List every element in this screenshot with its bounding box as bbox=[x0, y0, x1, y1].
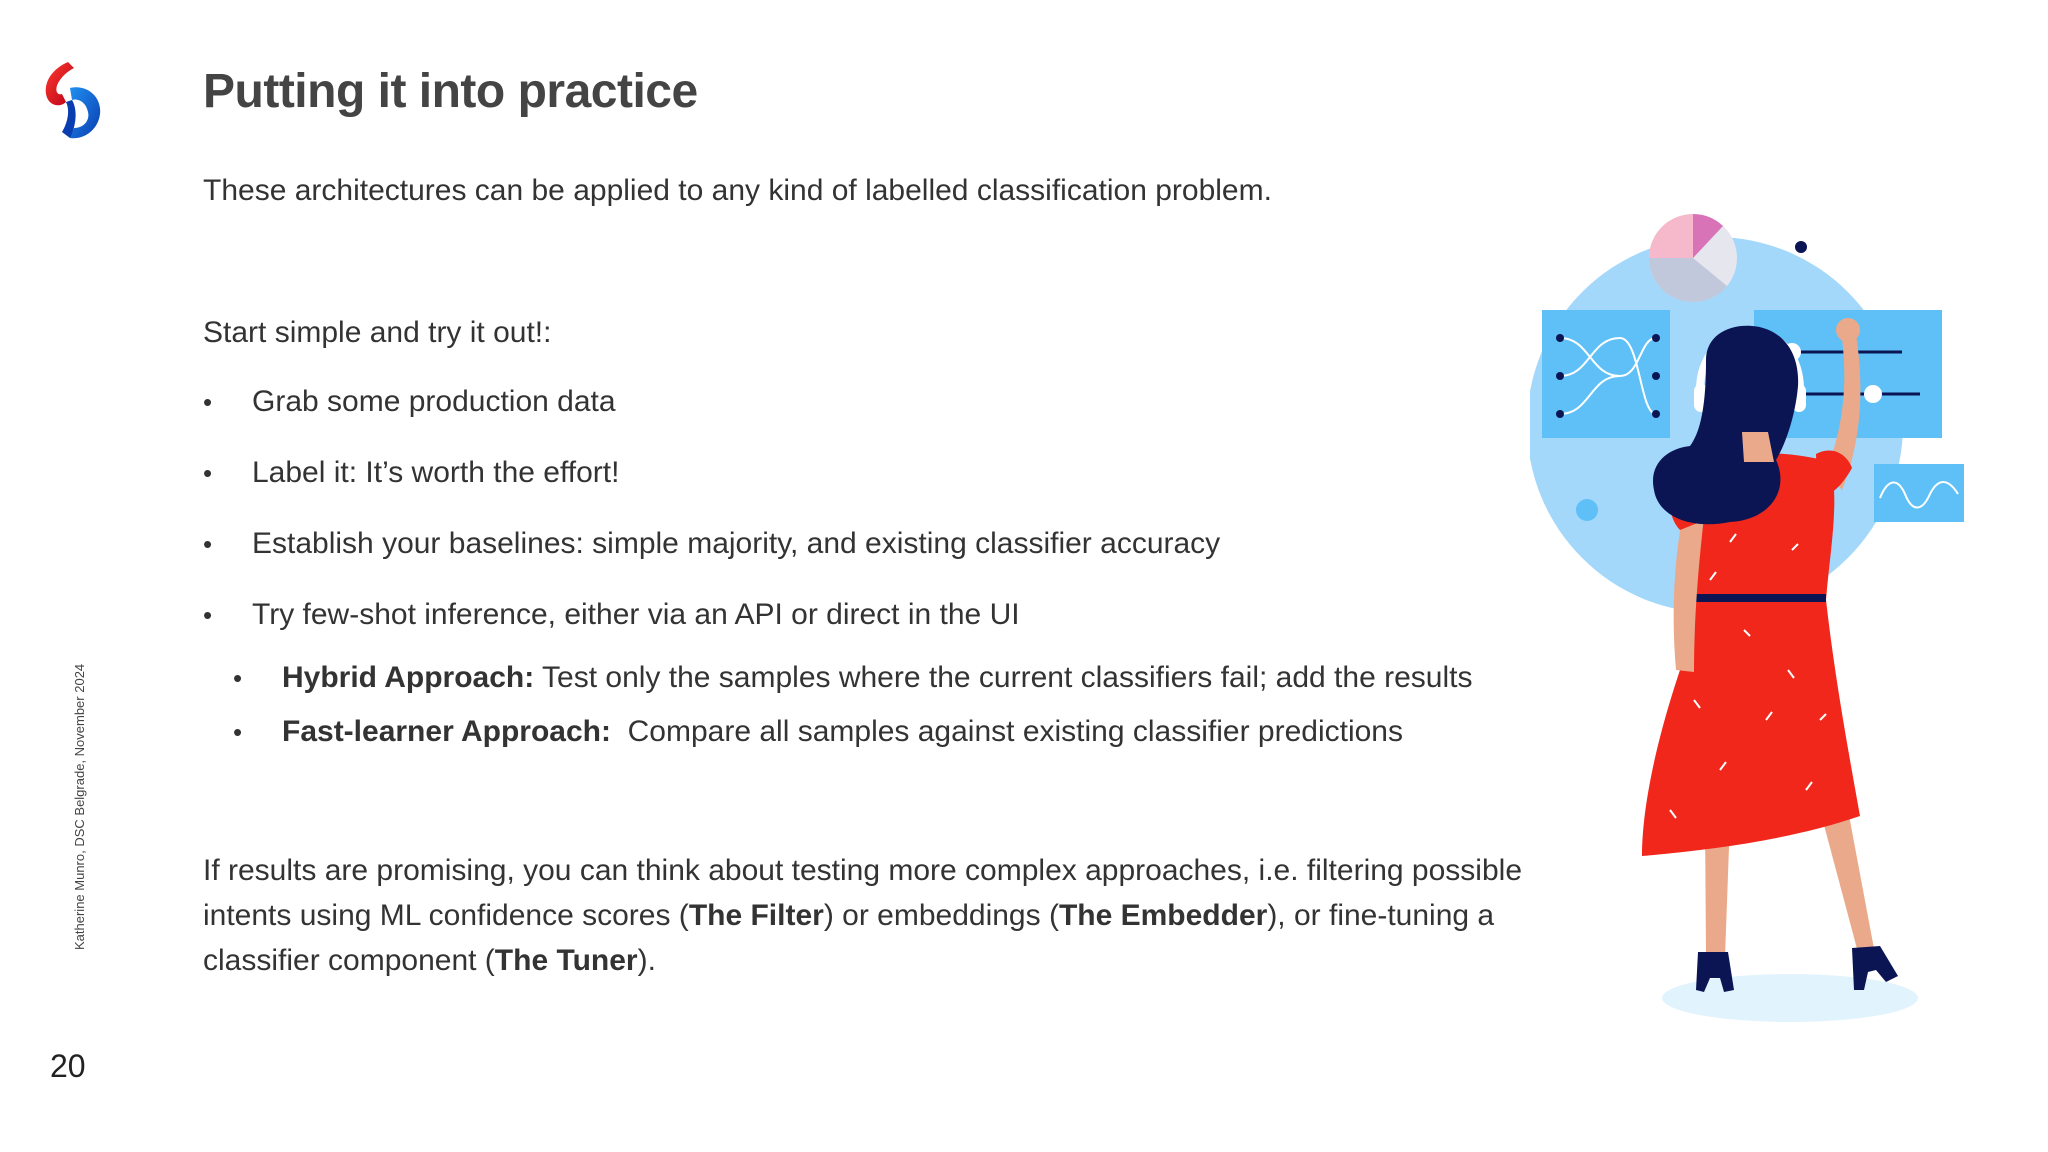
conclusion-text bbox=[203, 848, 1583, 983]
filter-term: The Filter bbox=[688, 899, 824, 932]
sub-bullet-list bbox=[233, 660, 1573, 768]
vertical-footer: Katherine Munro, DSC Belgrade, November 2024 bbox=[72, 663, 87, 950]
conclusion-part: If results are promising, you can think about testing more complex approaches, i.e. filtering possible intents using ML confidence scores ( bbox=[203, 854, 1523, 932]
bullet-item: • Label it: It’s worth the effort! bbox=[203, 455, 1543, 491]
bullet-item: • Try few-shot inference, either via an API or direct in the UI bbox=[203, 597, 1543, 633]
tuner-term: The Tuner bbox=[494, 944, 638, 977]
sub-bullet-text: Compare all samples against existing classifier predictions bbox=[610, 715, 1403, 748]
conclusion-part: ). bbox=[637, 944, 656, 977]
sub-bullet-label: Fast-learner Approach: bbox=[282, 715, 611, 748]
bullet-item: • Establish your baselines: simple majority, and existing classifier accuracy bbox=[203, 526, 1543, 562]
sub-bullet-label: Hybrid Approach: bbox=[282, 661, 535, 694]
bullet-list bbox=[203, 384, 1543, 668]
sub-bullet-item bbox=[233, 660, 1573, 696]
sub-bullet-item bbox=[233, 714, 1573, 750]
intro-text: These architectures can be applied to any kind of labelled classification problem. bbox=[203, 174, 1272, 207]
embedder-term: The Embedder bbox=[1058, 899, 1268, 932]
page-number: 20 bbox=[50, 1048, 86, 1084]
slide-title: Putting it into practice bbox=[203, 65, 698, 118]
company-logo bbox=[40, 58, 106, 142]
conclusion-part: ), or fine-tuning a classifier component ( bbox=[203, 899, 1495, 977]
start-label: Start simple and try it out!: bbox=[203, 316, 552, 349]
bullet-item: • Grab some production data bbox=[203, 384, 1543, 420]
woman-data-illustration bbox=[1530, 200, 1980, 1030]
conclusion-part: ) or embeddings ( bbox=[823, 899, 1059, 932]
sub-bullet-text: Test only the samples where the current classifiers fail; add the results bbox=[534, 661, 1473, 694]
